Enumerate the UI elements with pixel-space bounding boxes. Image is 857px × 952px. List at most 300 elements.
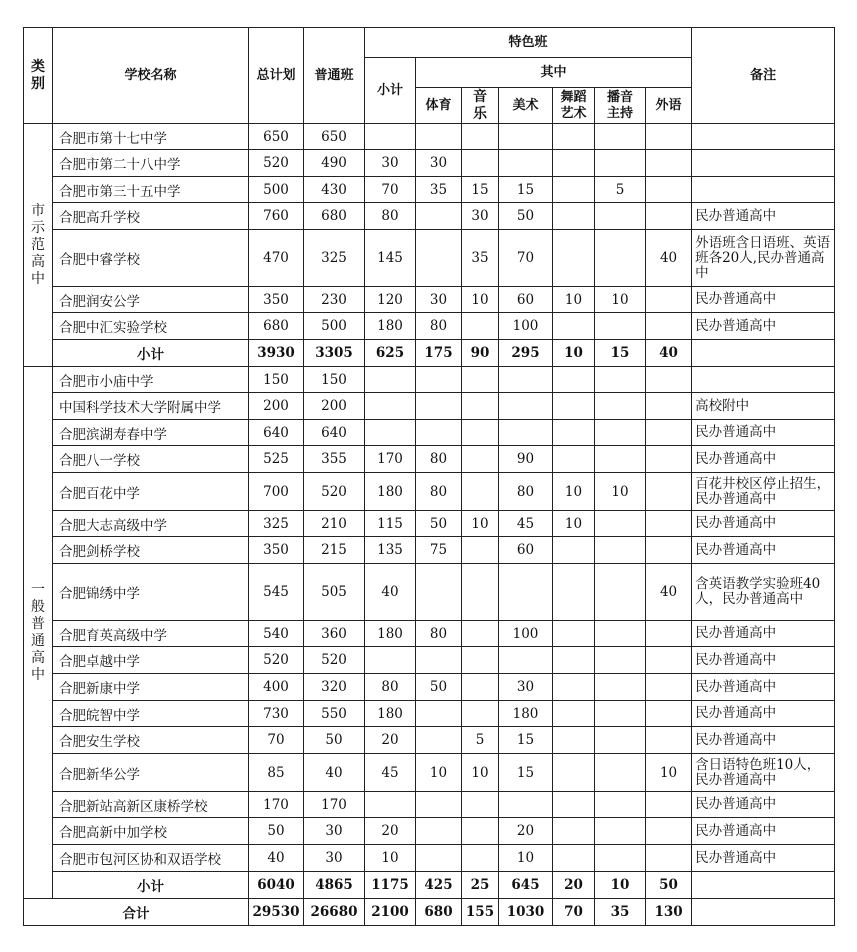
pe-cell: 80: [416, 473, 462, 511]
school-name-cell: 合肥市包河区协和双语学校: [53, 845, 249, 872]
school-name-cell: 合肥八一学校: [53, 446, 249, 473]
broadcast-cell: [595, 124, 646, 150]
enrollment-plan-table: [23, 27, 835, 926]
art-cell: 15: [499, 754, 553, 792]
total-plan-cell: 400: [249, 674, 304, 701]
school-name-cell: 合肥市第二十八中学: [53, 150, 249, 177]
regular-cell: 500: [304, 313, 365, 340]
broadcast-cell: [595, 511, 646, 537]
total-plan-cell: 520: [249, 647, 304, 674]
school-name-cell: 合肥市小庙中学: [53, 367, 249, 393]
broadcast-cell: [595, 727, 646, 754]
school-name-cell: 合肥皖智中学: [53, 701, 249, 727]
school-name-cell: 合肥市第三十五中学: [53, 177, 249, 203]
foreign-cell: [646, 473, 692, 511]
art-cell: 90: [499, 446, 553, 473]
dance-cell: [553, 845, 595, 872]
school-name-cell: 合肥高新中加学校: [53, 818, 249, 845]
header-among: 其中: [416, 58, 692, 88]
foreign-cell: [646, 537, 692, 564]
music-cell: 10: [462, 287, 499, 313]
header-category: 类别: [24, 28, 53, 124]
school-name-cell: 合肥新康中学: [53, 674, 249, 701]
table-row: [24, 420, 835, 446]
subtotal-cell: [365, 393, 416, 420]
pe-cell: 30: [416, 150, 462, 177]
note-cell: 民办普通高中: [692, 647, 835, 674]
note-cell: 百花井校区停止招生，民办普通高中: [692, 473, 835, 511]
subtotal-regular-cell: 3305: [304, 340, 365, 367]
art-cell: 15: [499, 177, 553, 203]
table-row: [24, 621, 835, 647]
foreign-cell: [646, 287, 692, 313]
note-cell: 民办普通高中: [692, 792, 835, 818]
subtotal-art-cell: 295: [499, 340, 553, 367]
header-pe: 体育: [416, 88, 462, 124]
table-row: [24, 537, 835, 564]
school-name-cell: 合肥中睿学校: [53, 230, 249, 287]
subtotal-cell: 170: [365, 446, 416, 473]
dance-cell: [553, 727, 595, 754]
regular-cell: 200: [304, 393, 365, 420]
subtotal-art-cell: 645: [499, 872, 553, 899]
regular-cell: 215: [304, 537, 365, 564]
dance-cell: [553, 367, 595, 393]
note-cell: 民办普通高中: [692, 313, 835, 340]
subtotal-cell: 120: [365, 287, 416, 313]
dance-cell: [553, 313, 595, 340]
music-cell: 10: [462, 754, 499, 792]
art-cell: 70: [499, 230, 553, 287]
dance-cell: [553, 754, 595, 792]
table-row: [24, 203, 835, 230]
total-plan-cell: 50: [249, 818, 304, 845]
subtotal-cell: 180: [365, 473, 416, 511]
regular-cell: 355: [304, 446, 365, 473]
total-plan-cell: 525: [249, 446, 304, 473]
dance-cell: [553, 647, 595, 674]
subtotal-cell: 80: [365, 674, 416, 701]
school-name-cell: 中国科学技术大学附属中学: [53, 393, 249, 420]
music-cell: [462, 818, 499, 845]
table-row: [24, 564, 835, 621]
subtotal-cell: 40: [365, 564, 416, 621]
foreign-cell: [646, 621, 692, 647]
music-cell: [462, 564, 499, 621]
subtotal-total-plan-cell: 3930: [249, 340, 304, 367]
table-row: [24, 230, 835, 287]
broadcast-cell: [595, 674, 646, 701]
art-cell: 100: [499, 313, 553, 340]
foreign-cell: [646, 446, 692, 473]
dance-cell: [553, 203, 595, 230]
broadcast-cell: 10: [595, 473, 646, 511]
foreign-cell: [646, 674, 692, 701]
subtotal-cell: 145: [365, 230, 416, 287]
subtotal-cell: 80: [365, 203, 416, 230]
table-row: [24, 150, 835, 177]
foreign-cell: [646, 367, 692, 393]
school-name-cell: 合肥新华公学: [53, 754, 249, 792]
school-name-cell: 合肥卓越中学: [53, 647, 249, 674]
subtotal-cell: 30: [365, 150, 416, 177]
header-art: 美术: [499, 88, 553, 124]
note-cell: 民办普通高中: [692, 845, 835, 872]
pe-cell: 50: [416, 674, 462, 701]
art-cell: [499, 792, 553, 818]
broadcast-cell: [595, 420, 646, 446]
school-name-cell: 合肥大志高级中学: [53, 511, 249, 537]
music-cell: [462, 150, 499, 177]
dance-cell: [553, 621, 595, 647]
broadcast-cell: [595, 647, 646, 674]
foreign-cell: [646, 818, 692, 845]
total-plan-cell: 650: [249, 124, 304, 150]
pe-cell: 80: [416, 446, 462, 473]
header-foreign: 外语: [646, 88, 692, 124]
total-plan-cell: 540: [249, 621, 304, 647]
music-cell: [462, 313, 499, 340]
header-subtotal: 小计: [365, 58, 416, 124]
school-name-cell: 合肥育英高级中学: [53, 621, 249, 647]
table-row: [24, 393, 835, 420]
broadcast-cell: [595, 203, 646, 230]
header-special: 特色班: [365, 28, 692, 58]
table-row: [24, 647, 835, 674]
header-music: 音乐: [462, 88, 499, 124]
dance-cell: 10: [553, 511, 595, 537]
art-cell: [499, 647, 553, 674]
school-name-cell: 合肥安生学校: [53, 727, 249, 754]
total-plan-cell: 170: [249, 792, 304, 818]
dance-cell: 10: [553, 287, 595, 313]
regular-cell: 150: [304, 367, 365, 393]
art-cell: 80: [499, 473, 553, 511]
broadcast-cell: 10: [595, 287, 646, 313]
foreign-cell: [646, 177, 692, 203]
art-cell: [499, 150, 553, 177]
pe-cell: [416, 230, 462, 287]
table-row: [24, 792, 835, 818]
subtotal-cell: 10: [365, 845, 416, 872]
music-cell: [462, 701, 499, 727]
table-body: [24, 124, 835, 926]
pe-cell: [416, 845, 462, 872]
dance-cell: [553, 537, 595, 564]
subtotal-regular-cell: 4865: [304, 872, 365, 899]
art-cell: 50: [499, 203, 553, 230]
total-plan-cell: 85: [249, 754, 304, 792]
music-cell: [462, 124, 499, 150]
dance-cell: [553, 564, 595, 621]
foreign-cell: 40: [646, 230, 692, 287]
music-cell: [462, 674, 499, 701]
broadcast-cell: [595, 367, 646, 393]
dance-cell: [553, 420, 595, 446]
regular-cell: 170: [304, 792, 365, 818]
subtotal-cell: 20: [365, 727, 416, 754]
subtotal-dance-cell: 10: [553, 340, 595, 367]
subtotal-foreign-cell: 40: [646, 340, 692, 367]
total-plan-cell: 200: [249, 393, 304, 420]
foreign-cell: [646, 393, 692, 420]
header-school-name: 学校名称: [53, 28, 249, 124]
total-plan-cell: 470: [249, 230, 304, 287]
broadcast-cell: [595, 393, 646, 420]
category-cell: [24, 367, 53, 899]
music-cell: 35: [462, 230, 499, 287]
table-row: [24, 367, 835, 393]
total-plan-cell: 730: [249, 701, 304, 727]
subtotal-note-cell: [692, 340, 835, 367]
dance-cell: [553, 124, 595, 150]
pe-cell: [416, 393, 462, 420]
foreign-cell: [646, 792, 692, 818]
regular-cell: 680: [304, 203, 365, 230]
grand-total-subtotal-cell: 2100: [365, 899, 416, 926]
foreign-cell: [646, 701, 692, 727]
subtotal-broadcast-cell: 10: [595, 872, 646, 899]
regular-cell: 40: [304, 754, 365, 792]
pe-cell: [416, 564, 462, 621]
foreign-cell: [646, 313, 692, 340]
total-plan-cell: 640: [249, 420, 304, 446]
total-plan-cell: 40: [249, 845, 304, 872]
school-name-cell: 合肥中汇实验学校: [53, 313, 249, 340]
regular-cell: 230: [304, 287, 365, 313]
art-cell: 100: [499, 621, 553, 647]
subtotal-subtotal-cell: 1175: [365, 872, 416, 899]
subtotal-cell: 45: [365, 754, 416, 792]
note-cell: 高校附中: [692, 393, 835, 420]
music-cell: [462, 537, 499, 564]
music-cell: [462, 647, 499, 674]
pe-cell: 50: [416, 511, 462, 537]
note-cell: 民办普通高中: [692, 511, 835, 537]
note-cell: 民办普通高中: [692, 537, 835, 564]
music-cell: [462, 446, 499, 473]
music-cell: [462, 393, 499, 420]
art-cell: 20: [499, 818, 553, 845]
total-plan-cell: 325: [249, 511, 304, 537]
regular-cell: 210: [304, 511, 365, 537]
pe-cell: [416, 203, 462, 230]
music-cell: 15: [462, 177, 499, 203]
header-broadcast: 播音主持: [595, 88, 646, 124]
pe-cell: 10: [416, 754, 462, 792]
music-cell: [462, 845, 499, 872]
broadcast-cell: [595, 564, 646, 621]
music-cell: [462, 367, 499, 393]
header-regular: 普通班: [304, 28, 365, 124]
subtotal-cell: [365, 367, 416, 393]
subtotal-subtotal-cell: 625: [365, 340, 416, 367]
dance-cell: 10: [553, 473, 595, 511]
pe-cell: 80: [416, 621, 462, 647]
school-name-cell: 合肥剑桥学校: [53, 537, 249, 564]
school-name-cell: 合肥滨湖寿春中学: [53, 420, 249, 446]
table-row: [24, 473, 835, 511]
table-row: [24, 845, 835, 872]
school-name-cell: 合肥新站高新区康桥学校: [53, 792, 249, 818]
header-note: 备注: [692, 28, 835, 124]
music-cell: [462, 473, 499, 511]
subtotal-cell: 180: [365, 313, 416, 340]
total-plan-cell: 700: [249, 473, 304, 511]
subtotal-cell: 20: [365, 818, 416, 845]
table-row: [24, 674, 835, 701]
art-cell: [499, 420, 553, 446]
subtotal-foreign-cell: 50: [646, 872, 692, 899]
grand-total-note-cell: [692, 899, 835, 926]
music-cell: [462, 420, 499, 446]
grand-total-label: 合计: [24, 899, 249, 926]
regular-cell: 650: [304, 124, 365, 150]
table-row: [24, 818, 835, 845]
broadcast-cell: [595, 845, 646, 872]
art-cell: 30: [499, 674, 553, 701]
grand-total-foreign-cell: 130: [646, 899, 692, 926]
subtotal-cell: 70: [365, 177, 416, 203]
foreign-cell: 40: [646, 564, 692, 621]
subtotal-pe-cell: 175: [416, 340, 462, 367]
grand-total-row: [24, 899, 835, 926]
school-name-cell: 合肥市第十七中学: [53, 124, 249, 150]
art-cell: [499, 393, 553, 420]
regular-cell: 640: [304, 420, 365, 446]
note-cell: 含英语教学实验班40人，民办普通高中: [692, 564, 835, 621]
total-plan-cell: 545: [249, 564, 304, 621]
foreign-cell: [646, 420, 692, 446]
regular-cell: 490: [304, 150, 365, 177]
subtotal-music-cell: 90: [462, 340, 499, 367]
note-cell: 民办普通高中: [692, 701, 835, 727]
regular-cell: 30: [304, 845, 365, 872]
table-row: [24, 446, 835, 473]
subtotal-cell: 180: [365, 701, 416, 727]
regular-cell: 30: [304, 818, 365, 845]
subtotal-broadcast-cell: 15: [595, 340, 646, 367]
grand-total-music-cell: 155: [462, 899, 499, 926]
category-cell: [24, 124, 53, 367]
foreign-cell: [646, 203, 692, 230]
art-cell: 60: [499, 537, 553, 564]
music-cell: 10: [462, 511, 499, 537]
broadcast-cell: [595, 754, 646, 792]
foreign-cell: [646, 845, 692, 872]
foreign-cell: [646, 150, 692, 177]
table-row: [24, 727, 835, 754]
regular-cell: 505: [304, 564, 365, 621]
art-cell: [499, 367, 553, 393]
note-cell: [692, 150, 835, 177]
total-plan-cell: 350: [249, 537, 304, 564]
note-cell: 民办普通高中: [692, 420, 835, 446]
note-cell: 民办普通高中: [692, 818, 835, 845]
school-name-cell: 合肥高升学校: [53, 203, 249, 230]
school-name-cell: 合肥锦绣中学: [53, 564, 249, 621]
broadcast-cell: 5: [595, 177, 646, 203]
pe-cell: [416, 420, 462, 446]
dance-cell: [553, 150, 595, 177]
dance-cell: [553, 674, 595, 701]
note-cell: [692, 124, 835, 150]
music-cell: 30: [462, 203, 499, 230]
grand-total-total-plan-cell: 29530: [249, 899, 304, 926]
broadcast-cell: [595, 792, 646, 818]
art-cell: [499, 124, 553, 150]
music-cell: [462, 792, 499, 818]
broadcast-cell: [595, 537, 646, 564]
art-cell: 15: [499, 727, 553, 754]
subtotal-cell: [365, 792, 416, 818]
dance-cell: [553, 177, 595, 203]
grand-total-dance-cell: 70: [553, 899, 595, 926]
art-cell: [499, 564, 553, 621]
subtotal-row: [24, 872, 835, 899]
total-plan-cell: 520: [249, 150, 304, 177]
table-row: [24, 124, 835, 150]
subtotal-row: [24, 340, 835, 367]
pe-cell: [416, 818, 462, 845]
note-cell: 民办普通高中: [692, 727, 835, 754]
regular-cell: 520: [304, 647, 365, 674]
table-row: [24, 701, 835, 727]
grand-total-art-cell: 1030: [499, 899, 553, 926]
broadcast-cell: [595, 818, 646, 845]
broadcast-cell: [595, 446, 646, 473]
broadcast-cell: [595, 701, 646, 727]
pe-cell: 75: [416, 537, 462, 564]
table-row: [24, 511, 835, 537]
pe-cell: [416, 647, 462, 674]
dance-cell: [553, 230, 595, 287]
note-cell: 民办普通高中: [692, 287, 835, 313]
dance-cell: [553, 393, 595, 420]
subtotal-cell: 115: [365, 511, 416, 537]
subtotal-cell: [365, 647, 416, 674]
art-cell: 45: [499, 511, 553, 537]
foreign-cell: 10: [646, 754, 692, 792]
header-dance: 舞蹈艺术: [553, 88, 595, 124]
regular-cell: 430: [304, 177, 365, 203]
subtotal-note-cell: [692, 872, 835, 899]
pe-cell: 30: [416, 287, 462, 313]
pe-cell: [416, 367, 462, 393]
subtotal-label: 小计: [53, 872, 249, 899]
total-plan-cell: 350: [249, 287, 304, 313]
table-row: [24, 754, 835, 792]
note-cell: 含日语特色班10人，民办普通高中: [692, 754, 835, 792]
total-plan-cell: 500: [249, 177, 304, 203]
regular-cell: 550: [304, 701, 365, 727]
broadcast-cell: [595, 150, 646, 177]
broadcast-cell: [595, 230, 646, 287]
table-row: [24, 287, 835, 313]
note-cell: 民办普通高中: [692, 203, 835, 230]
subtotal-dance-cell: 20: [553, 872, 595, 899]
music-cell: [462, 621, 499, 647]
music-cell: 5: [462, 727, 499, 754]
foreign-cell: [646, 511, 692, 537]
grand-total-regular-cell: 26680: [304, 899, 365, 926]
regular-cell: 325: [304, 230, 365, 287]
dance-cell: [553, 818, 595, 845]
total-plan-cell: 680: [249, 313, 304, 340]
regular-cell: 520: [304, 473, 365, 511]
table-row: [24, 313, 835, 340]
header-total-plan: 总计划: [249, 28, 304, 124]
